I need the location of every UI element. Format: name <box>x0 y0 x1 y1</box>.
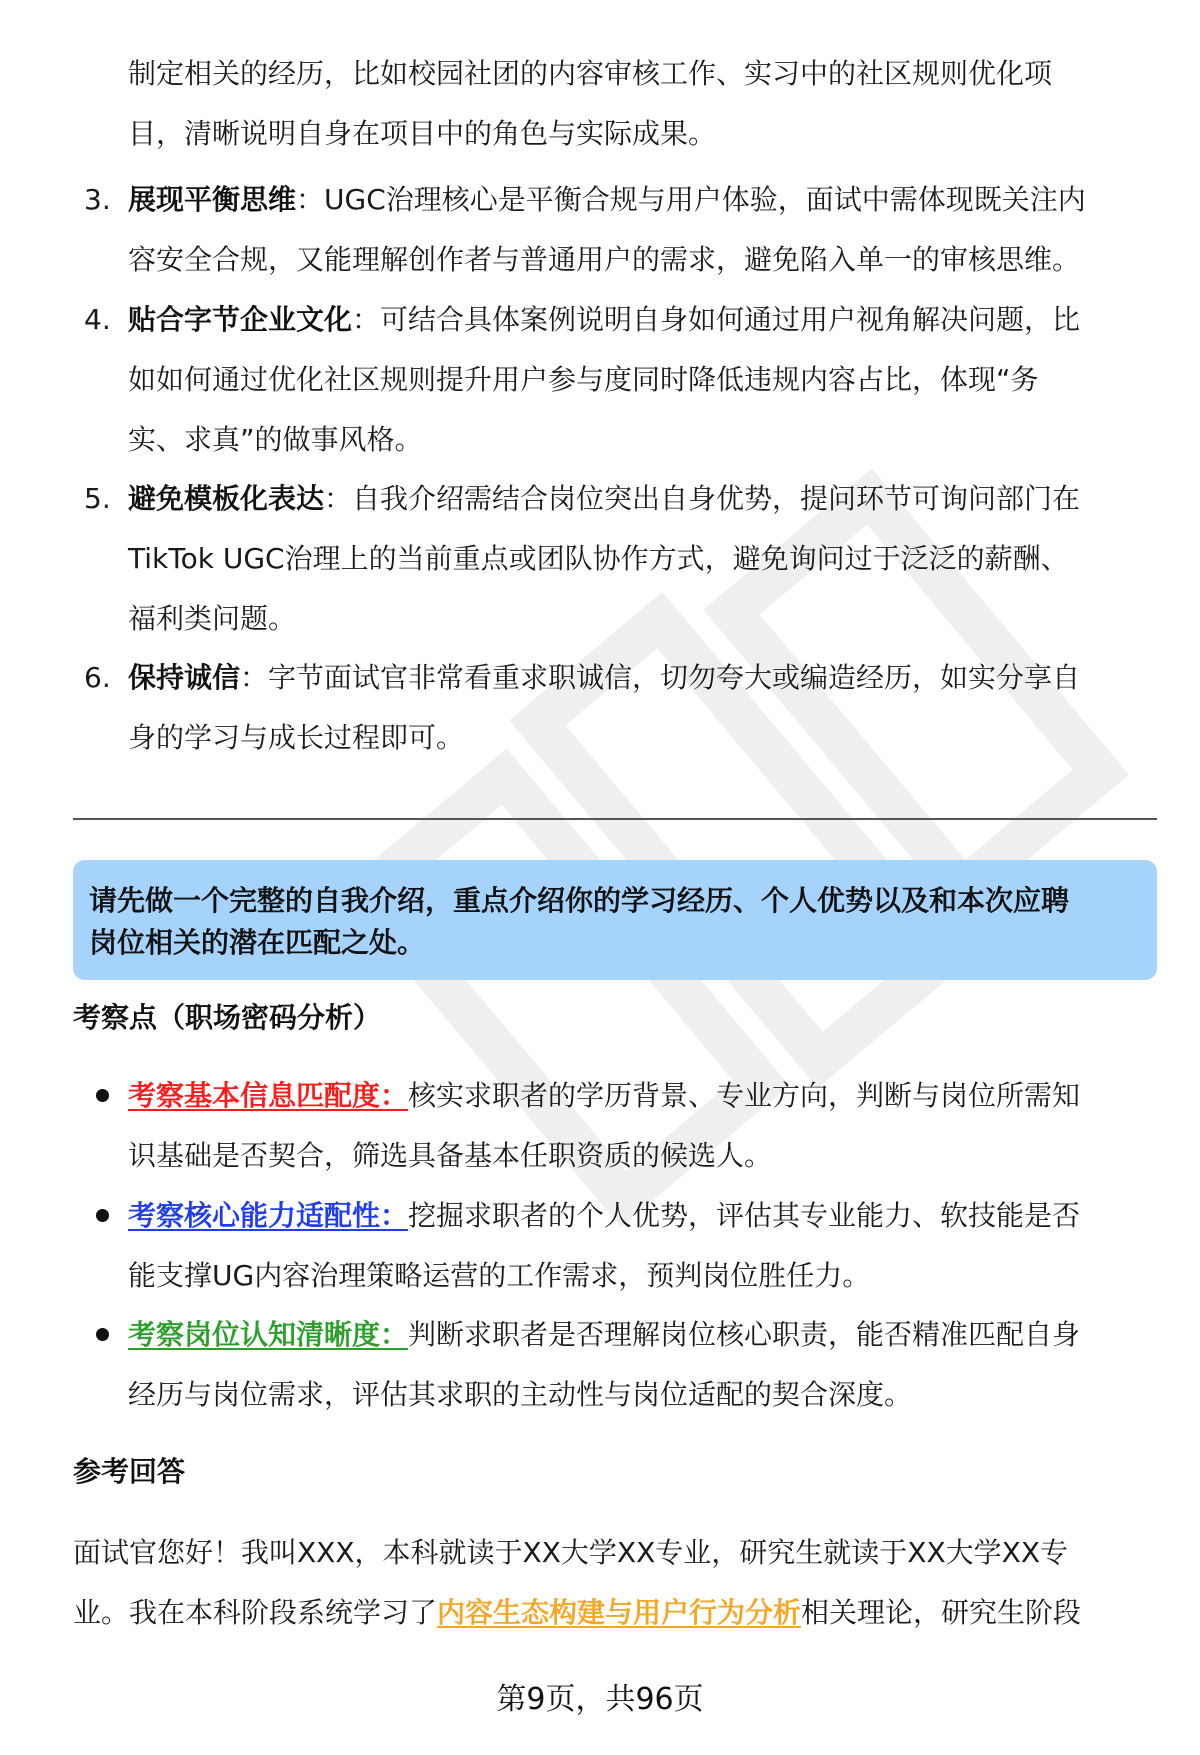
text-line: 身的学习与成长过程即可。 <box>128 721 465 754</box>
list-number: 4. <box>84 303 111 336</box>
list-item-title: 展现平衡思维 <box>128 183 297 216</box>
list-item-3 <box>84 170 1144 290</box>
text-line: 目，清晰说明自身在项目中的角色与实际成果。 <box>128 117 717 150</box>
text-line: 福利类问题。 <box>128 602 297 635</box>
text-line: 挖掘求职者的个人优势，评估其专业能力、软技能是否 <box>408 1199 1081 1232</box>
question-line: 请先做一个完整的自我介绍，重点介绍你的学习经历、个人优势以及和本次应聘 <box>89 884 1070 917</box>
text-line: TikTok UGC治理上的当前重点或团队协作方式，避免询问过于泛泛的薪酬、 <box>128 542 1069 575</box>
assessment-point <box>96 1186 1146 1306</box>
text-line: ：UGC治理核心是平衡合规与用户体验，面试中需体现既关注内 <box>296 183 1086 216</box>
list-item-5 <box>84 469 1144 649</box>
section-divider <box>73 818 1157 820</box>
text-line: ：字节面试官非常看重求职诚信，切勿夸大或编造经历，如实分享自 <box>240 661 1081 694</box>
bullet-dot <box>96 1209 109 1222</box>
assessment-heading: 考察点（职场密码分析） <box>73 1001 382 1034</box>
text-line: 容安全合规，又能理解创作者与普通用户的需求，避免陷入单一的审核思维。 <box>128 243 1081 276</box>
text-line: 相关理论，研究生阶段 <box>801 1596 1082 1629</box>
list-number: 6. <box>84 661 111 694</box>
assessment-key: 考察核心能力适配性： <box>128 1199 409 1232</box>
question-line: 岗位相关的潜在匹配之处。 <box>89 926 426 959</box>
assessment-point <box>96 1066 1146 1186</box>
assessment-point <box>96 1305 1146 1425</box>
text-line: 面试官您好！我叫XXX，本科就读于XX大学XX专业，研究生就读于XX大学XX专 <box>73 1536 1069 1569</box>
list-item-title: 避免模板化表达 <box>128 482 325 515</box>
bullet-dot <box>96 1089 109 1102</box>
assessment-key: 考察岗位认知清晰度： <box>128 1318 409 1351</box>
list-item-title: 贴合字节企业文化 <box>128 303 353 336</box>
text-line: 经历与岗位需求，评估其求职的主动性与岗位适配的契合深度。 <box>128 1378 913 1411</box>
text-line: ：自我介绍需结合岗位突出自身优势，提问环节可询问部门在 <box>324 482 1081 515</box>
answer-paragraph <box>73 1523 1163 1643</box>
page-number: 第9页，共96页 <box>496 1682 704 1717</box>
list-item-title: 保持诚信 <box>128 661 241 694</box>
list-item-4 <box>84 290 1144 470</box>
list-item-6 <box>84 648 1144 768</box>
text-line: 识基础是否契合，筛选具备基本任职资质的候选人。 <box>128 1139 773 1172</box>
text-line: 制定相关的经历，比如校园社团的内容审核工作、实习中的社区规则优化项 <box>128 57 1053 90</box>
text-line: ：可结合具体案例说明自身如何通过用户视角解决问题，比 <box>352 303 1081 336</box>
list-number: 3. <box>84 183 111 216</box>
list-number: 5. <box>84 482 111 515</box>
question-box <box>73 860 1157 980</box>
text-line: 判断求职者是否理解岗位核心职责，能否精准匹配自身 <box>408 1318 1081 1351</box>
answer-heading: 参考回答 <box>73 1455 186 1488</box>
item-2-continuation <box>128 44 1148 164</box>
assessment-key: 考察基本信息匹配度： <box>128 1079 409 1112</box>
text-line: 实、求真”的做事风格。 <box>128 423 423 456</box>
text-line: 业。我在本科阶段系统学习了 <box>73 1596 438 1629</box>
highlighted-phrase: 内容生态构建与用户行为分析 <box>437 1596 802 1629</box>
text-line: 能支撑UG内容治理策略运营的工作需求，预判岗位胜任力。 <box>128 1259 871 1292</box>
text-line: 核实求职者的学历背景、专业方向，判断与岗位所需知 <box>408 1079 1081 1112</box>
bullet-dot <box>96 1328 109 1341</box>
text-line: 如如何通过优化社区规则提升用户参与度同时降低违规内容占比，体现“务 <box>128 363 1039 396</box>
